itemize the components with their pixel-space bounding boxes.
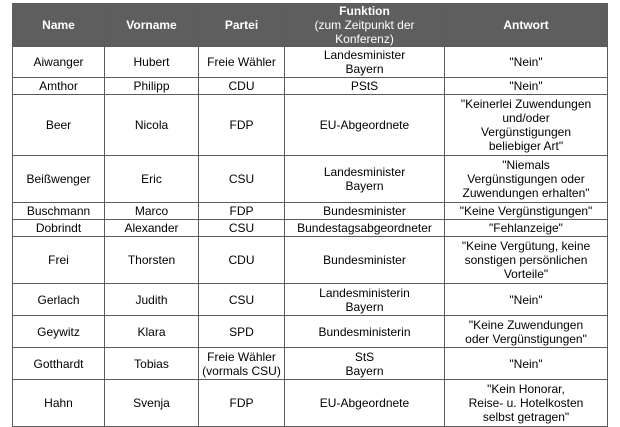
cell-antwort: "Fehlanzeige" [445,220,608,237]
cell-antwort: "Nein" [445,47,608,78]
cell-partei: CDU [199,237,285,284]
cell-funktion: Landesministerin Bayern [285,284,445,316]
table-header-row [13,4,608,47]
cell-funktion: Bundesminister [285,203,445,220]
table-row [13,316,608,348]
cell-funktion: EU-Abgeordnete [285,95,445,156]
header-partei: Partei [199,4,285,47]
table-row [13,237,608,284]
table-row [13,95,608,156]
header-vorname: Vorname [105,4,199,47]
table-row [13,47,608,78]
cell-partei: FDP [199,95,285,156]
cell-antwort: "Keinerlei Zuwendungen und/oder Vergünstigungen beliebiger Art" [445,95,608,156]
cell-antwort: "Nein" [445,284,608,316]
cell-partei: SPD [199,316,285,348]
cell-funktion: PStS [285,78,445,95]
cell-funktion: StS Bayern [285,348,445,380]
cell-funktion: EU-Abgeordnete [285,380,445,427]
header-antwort: Antwort [445,4,608,47]
cell-vorname: Svenja [105,380,199,427]
table-row [13,220,608,237]
cell-funktion: Landesminister Bayern [285,156,445,203]
cell-antwort: "Keine Vergünstigungen" [445,203,608,220]
cell-vorname: Judith [105,284,199,316]
cell-name: Frei [13,237,105,284]
cell-antwort: "Nein" [445,348,608,380]
cell-vorname: Klara [105,316,199,348]
cell-name: Dobrindt [13,220,105,237]
cell-name: Hahn [13,380,105,427]
cell-vorname: Hubert [105,47,199,78]
cell-antwort: "Kein Honorar, Reise- u. Hotelkosten selbst getragen" [445,380,608,427]
cell-vorname: Thorsten [105,237,199,284]
table-row [13,284,608,316]
cell-funktion: Bundesministerin [285,316,445,348]
cell-vorname: Marco [105,203,199,220]
cell-partei: Freie Wähler [199,47,285,78]
header-funktion-title: Funktion [339,4,390,18]
cell-vorname: Nicola [105,95,199,156]
header-funktion-subtitle: (zum Zeitpunkt der Konferenz) [314,18,415,46]
cell-antwort: "Keine Zuwendungen oder Vergünstigungen" [445,316,608,348]
cell-name: Beißwenger [13,156,105,203]
cell-partei: CSU [199,156,285,203]
cell-partei: CSU [199,284,285,316]
cell-name: Buschmann [13,203,105,220]
header-name: Name [13,4,105,47]
table-row [13,203,608,220]
header-funktion [285,4,445,47]
cell-funktion: Bundesminister [285,237,445,284]
cell-vorname: Eric [105,156,199,203]
cell-antwort: "Nein" [445,78,608,95]
cell-partei: CDU [199,78,285,95]
cell-name: Aiwanger [13,47,105,78]
cell-funktion: Bundestagsabgeordneter [285,220,445,237]
cell-name: Gotthardt [13,348,105,380]
table-row [13,156,608,203]
table-row [13,78,608,95]
cell-name: Gerlach [13,284,105,316]
politicians-response-table [12,3,608,427]
cell-funktion: Landesminister Bayern [285,47,445,78]
cell-vorname: Tobias [105,348,199,380]
cell-vorname: Alexander [105,220,199,237]
cell-name: Beer [13,95,105,156]
cell-partei: FDP [199,203,285,220]
cell-partei: CSU [199,220,285,237]
cell-vorname: Philipp [105,78,199,95]
cell-partei: Freie Wähler (vormals CSU) [199,348,285,380]
cell-antwort: "Niemals Vergünstigungen oder Zuwendungen erhalten" [445,156,608,203]
cell-name: Amthor [13,78,105,95]
cell-antwort: "Keine Vergütung, keine sonstigen persönlichen Vorteile" [445,237,608,284]
cell-name: Geywitz [13,316,105,348]
cell-partei: FDP [199,380,285,427]
table-row [13,380,608,427]
table-row [13,348,608,380]
